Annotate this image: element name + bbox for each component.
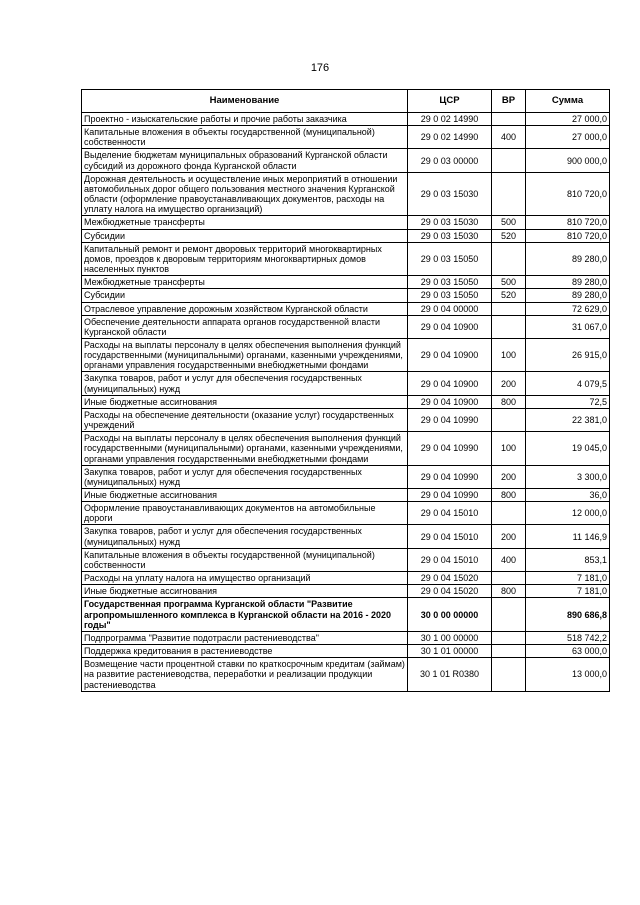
row-csr: 29 0 04 10900 (408, 315, 492, 338)
row-name: Субсидии (82, 289, 408, 302)
row-csr: 29 0 03 15030 (408, 229, 492, 242)
row-sum: 853,1 (526, 548, 610, 571)
table-row (82, 113, 610, 126)
table-row (82, 149, 610, 172)
row-sum: 89 280,0 (526, 242, 610, 275)
row-name: Подпрограмма "Развитие подотрасли растениеводства" (82, 631, 408, 644)
row-csr: 29 0 04 00000 (408, 302, 492, 315)
row-sum: 11 146,9 (526, 525, 610, 548)
row-name: Межбюджетные трансферты (82, 276, 408, 289)
table-row (82, 489, 610, 502)
row-csr: 29 0 04 10990 (408, 489, 492, 502)
row-vr (492, 645, 526, 658)
row-vr: 200 (492, 372, 526, 395)
row-name: Государственная программа Курганской области "Развитие агропромышленного комплекса в Курганской области на 2016 - 2020 годы" (82, 598, 408, 631)
page-number: 176 (310, 62, 330, 74)
table-row (82, 229, 610, 242)
table-row (82, 525, 610, 548)
row-name: Закупка товаров, работ и услуг для обеспечения государственных (муниципальных) нужд (82, 465, 408, 488)
row-name: Поддержка кредитования в растениеводстве (82, 645, 408, 658)
header-name: Наименование (82, 90, 408, 113)
row-vr: 800 (492, 489, 526, 502)
row-sum: 31 067,0 (526, 315, 610, 338)
table-body (82, 113, 610, 692)
table-row (82, 372, 610, 395)
row-csr: 29 0 03 15050 (408, 289, 492, 302)
row-sum: 36,0 (526, 489, 610, 502)
row-sum: 7 181,0 (526, 572, 610, 585)
row-csr: 29 0 04 10900 (408, 372, 492, 395)
row-sum: 72,5 (526, 395, 610, 408)
table-header-row (82, 90, 610, 113)
row-vr (492, 598, 526, 631)
row-sum: 22 381,0 (526, 408, 610, 431)
row-sum: 518 742,2 (526, 631, 610, 644)
row-name: Субсидии (82, 229, 408, 242)
row-vr: 520 (492, 229, 526, 242)
row-vr (492, 631, 526, 644)
row-csr: 29 0 04 15020 (408, 572, 492, 585)
row-sum: 19 045,0 (526, 432, 610, 465)
row-csr: 29 0 03 00000 (408, 149, 492, 172)
table-row (82, 126, 610, 149)
row-csr: 29 0 04 10990 (408, 432, 492, 465)
table-row (82, 302, 610, 315)
table-row (82, 432, 610, 465)
row-sum: 4 079,5 (526, 372, 610, 395)
row-sum: 89 280,0 (526, 289, 610, 302)
table-row (82, 502, 610, 525)
table-row (82, 572, 610, 585)
row-csr: 29 0 03 15030 (408, 172, 492, 216)
row-sum: 890 686,8 (526, 598, 610, 631)
table-row (82, 172, 610, 216)
table-row (82, 548, 610, 571)
row-sum: 27 000,0 (526, 113, 610, 126)
row-csr: 29 0 04 15010 (408, 548, 492, 571)
header-vr: ВР (492, 90, 526, 113)
row-vr (492, 302, 526, 315)
row-vr: 100 (492, 338, 526, 371)
row-vr (492, 172, 526, 216)
row-sum: 810 720,0 (526, 229, 610, 242)
row-vr: 100 (492, 432, 526, 465)
row-name: Межбюджетные трансферты (82, 216, 408, 229)
row-name: Дорожная деятельность и осуществление иных мероприятий в отношении автомобильных дорог общего пользования местного значения Курганской области (оформление правоустанавливающих документов, расходы на уплату налога на имущество организаций) (82, 172, 408, 216)
row-name: Закупка товаров, работ и услуг для обеспечения государственных (муниципальных) нужд (82, 525, 408, 548)
row-name: Отраслевое управление дорожным хозяйством Курганской области (82, 302, 408, 315)
row-vr (492, 315, 526, 338)
row-vr: 520 (492, 289, 526, 302)
row-name: Проектно - изыскательские работы и прочие работы заказчика (82, 113, 408, 126)
row-sum: 12 000,0 (526, 502, 610, 525)
row-name: Капитальные вложения в объекты государственной (муниципальной) собственности (82, 548, 408, 571)
row-csr: 30 1 01 00000 (408, 645, 492, 658)
row-vr: 800 (492, 395, 526, 408)
row-name: Расходы на обеспечение деятельности (оказание услуг) государственных учреждений (82, 408, 408, 431)
row-csr: 29 0 03 15050 (408, 242, 492, 275)
table-row (82, 276, 610, 289)
row-name: Оформление правоустанавливающих документов на автомобильные дороги (82, 502, 408, 525)
row-sum: 63 000,0 (526, 645, 610, 658)
row-csr: 30 0 00 00000 (408, 598, 492, 631)
row-name: Закупка товаров, работ и услуг для обеспечения государственных (муниципальных) нужд (82, 372, 408, 395)
row-name: Иные бюджетные ассигнования (82, 489, 408, 502)
row-sum: 72 629,0 (526, 302, 610, 315)
header-csr: ЦСР (408, 90, 492, 113)
row-csr: 29 0 04 10900 (408, 395, 492, 408)
budget-table (81, 89, 610, 692)
table-row (82, 289, 610, 302)
row-csr: 29 0 04 15020 (408, 585, 492, 598)
row-csr: 29 0 04 10990 (408, 408, 492, 431)
row-vr: 400 (492, 548, 526, 571)
row-csr: 29 0 02 14990 (408, 126, 492, 149)
row-csr: 29 0 02 14990 (408, 113, 492, 126)
row-sum: 7 181,0 (526, 585, 610, 598)
table-row (82, 598, 610, 631)
table-row (82, 465, 610, 488)
row-vr: 800 (492, 585, 526, 598)
row-sum: 26 915,0 (526, 338, 610, 371)
row-vr: 200 (492, 525, 526, 548)
table-row (82, 645, 610, 658)
row-vr: 500 (492, 216, 526, 229)
row-sum: 810 720,0 (526, 216, 610, 229)
row-csr: 29 0 04 15010 (408, 502, 492, 525)
row-vr (492, 658, 526, 691)
row-sum: 27 000,0 (526, 126, 610, 149)
table-row (82, 631, 610, 644)
row-sum: 13 000,0 (526, 658, 610, 691)
row-vr (492, 572, 526, 585)
row-csr: 29 0 04 10900 (408, 338, 492, 371)
row-csr: 30 1 01 R0380 (408, 658, 492, 691)
row-vr (492, 408, 526, 431)
row-vr (492, 149, 526, 172)
table-row (82, 338, 610, 371)
table-row (82, 216, 610, 229)
table-row (82, 658, 610, 691)
row-csr: 29 0 03 15050 (408, 276, 492, 289)
row-name: Расходы на выплаты персоналу в целях обеспечения выполнения функций государственными (муниципальными) органами, казенными учреждениями, органами управления государственными внебюджетными фондами (82, 432, 408, 465)
row-name: Расходы на уплату налога на имущество организаций (82, 572, 408, 585)
row-vr: 400 (492, 126, 526, 149)
row-sum: 810 720,0 (526, 172, 610, 216)
row-sum: 89 280,0 (526, 276, 610, 289)
row-name: Иные бюджетные ассигнования (82, 585, 408, 598)
header-sum: Сумма (526, 90, 610, 113)
row-sum: 3 300,0 (526, 465, 610, 488)
table-row (82, 242, 610, 275)
row-csr: 29 0 04 10990 (408, 465, 492, 488)
row-vr: 500 (492, 276, 526, 289)
row-vr (492, 242, 526, 275)
row-name: Выделение бюджетам муниципальных образований Курганской области субсидий из дорожного фонда Курганской области (82, 149, 408, 172)
table-row (82, 395, 610, 408)
row-name: Возмещение части процентной ставки по краткосрочным кредитам (займам) на развитие растениеводства, переработки и реализации продукции растениеводства (82, 658, 408, 691)
row-name: Капитальные вложения в объекты государственной (муниципальной) собственности (82, 126, 408, 149)
row-csr: 29 0 03 15030 (408, 216, 492, 229)
row-name: Иные бюджетные ассигнования (82, 395, 408, 408)
row-csr: 29 0 04 15010 (408, 525, 492, 548)
row-vr (492, 502, 526, 525)
row-sum: 900 000,0 (526, 149, 610, 172)
row-name: Обеспечение деятельности аппарата органов государственной власти Курганской области (82, 315, 408, 338)
table-row (82, 315, 610, 338)
row-vr: 200 (492, 465, 526, 488)
row-vr (492, 113, 526, 126)
row-name: Капитальный ремонт и ремонт дворовых территорий многоквартирных домов, проездов к дворовым территориям многоквартирных домов населенных пунктов (82, 242, 408, 275)
row-csr: 30 1 00 00000 (408, 631, 492, 644)
table-row (82, 585, 610, 598)
table-row (82, 408, 610, 431)
row-name: Расходы на выплаты персоналу в целях обеспечения выполнения функций государственными (муниципальными) органами, казенными учреждениями, органами управления государственными внебюджетными фондами (82, 338, 408, 371)
